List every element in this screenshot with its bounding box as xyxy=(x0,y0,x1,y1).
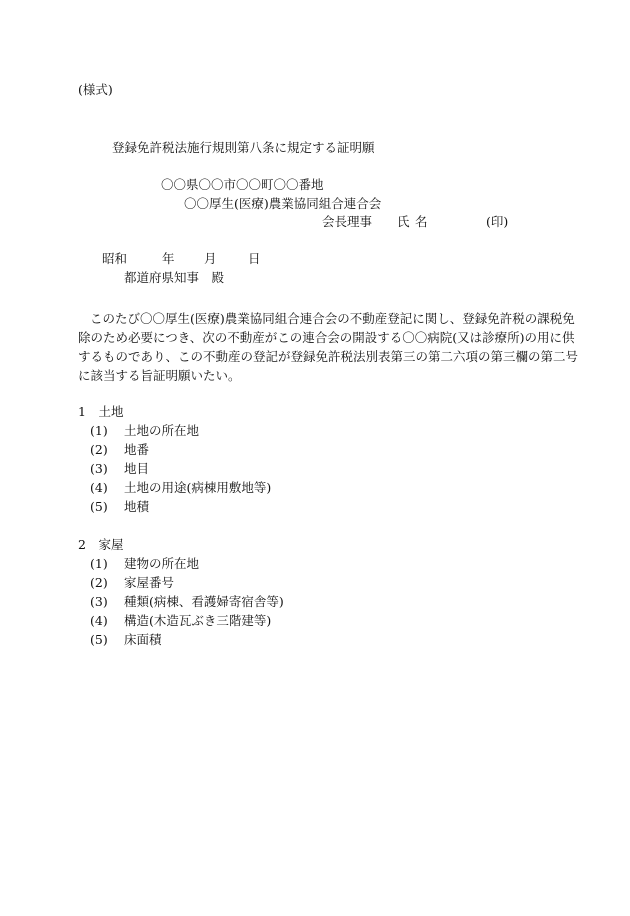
item-number: (2) xyxy=(90,575,108,590)
item-label: 土地の用途(病棟用敷地等) xyxy=(124,480,272,495)
body-line: に該当する旨証明願いたい。 xyxy=(78,368,241,383)
item-label: 地目 xyxy=(124,461,150,476)
item-number: (4) xyxy=(90,480,108,495)
item-label: 家屋番号 xyxy=(124,575,175,590)
document-title: 登録免許税法施行規則第八条に規定する証明願 xyxy=(112,140,375,155)
date-era: 昭和 xyxy=(102,251,128,266)
item-number: (3) xyxy=(90,461,108,476)
body-line: 除のため必要につき、次の不動産がこの連合会の開設する〇〇病院(又は診療所)の用に供 xyxy=(78,330,575,345)
form-label: (様式) xyxy=(78,82,113,97)
recipient: 都道府県知事 殿 xyxy=(124,270,225,285)
date-year: 年 xyxy=(162,251,175,266)
item-number: (4) xyxy=(90,613,108,628)
section-heading-land: 1 土地 xyxy=(78,404,124,419)
item-number: (2) xyxy=(90,442,108,457)
signer-title: 会長理事 氏 xyxy=(322,214,410,229)
item-label: 建物の所在地 xyxy=(124,556,200,571)
item-label: 床面積 xyxy=(124,632,162,647)
item-label: 地積 xyxy=(124,499,150,514)
section-heading-building: 2 家屋 xyxy=(78,537,124,552)
item-label: 構造(木造瓦ぶき三階建等) xyxy=(124,613,272,628)
date-month: 月 xyxy=(204,251,217,266)
signer-name: 名 xyxy=(415,214,428,229)
item-number: (5) xyxy=(90,632,108,647)
date-day: 日 xyxy=(248,251,261,266)
item-label: 種類(病棟、看護婦寄宿舎等) xyxy=(124,594,284,609)
seal-mark: (印) xyxy=(486,214,509,229)
body-paragraph xyxy=(78,309,579,385)
body-line: このたび〇〇厚生(医療)農業協同組合連合会の不動産登記に関し、登録免許税の課税免 xyxy=(90,311,575,326)
item-number: (5) xyxy=(90,499,108,514)
applicant-organization: 〇〇厚生(医療)農業協同組合連合会 xyxy=(184,196,382,211)
item-number: (1) xyxy=(90,556,108,571)
item-number: (1) xyxy=(90,423,108,438)
item-number: (3) xyxy=(90,594,108,609)
item-label: 地番 xyxy=(124,442,150,457)
item-label: 土地の所在地 xyxy=(124,423,200,438)
body-line: するものであり、この不動産の登記が登録免許税法別表第三の第二六項の第三欄の第二号 xyxy=(78,349,579,364)
applicant-address: 〇〇県〇〇市〇〇町〇〇番地 xyxy=(161,177,324,192)
